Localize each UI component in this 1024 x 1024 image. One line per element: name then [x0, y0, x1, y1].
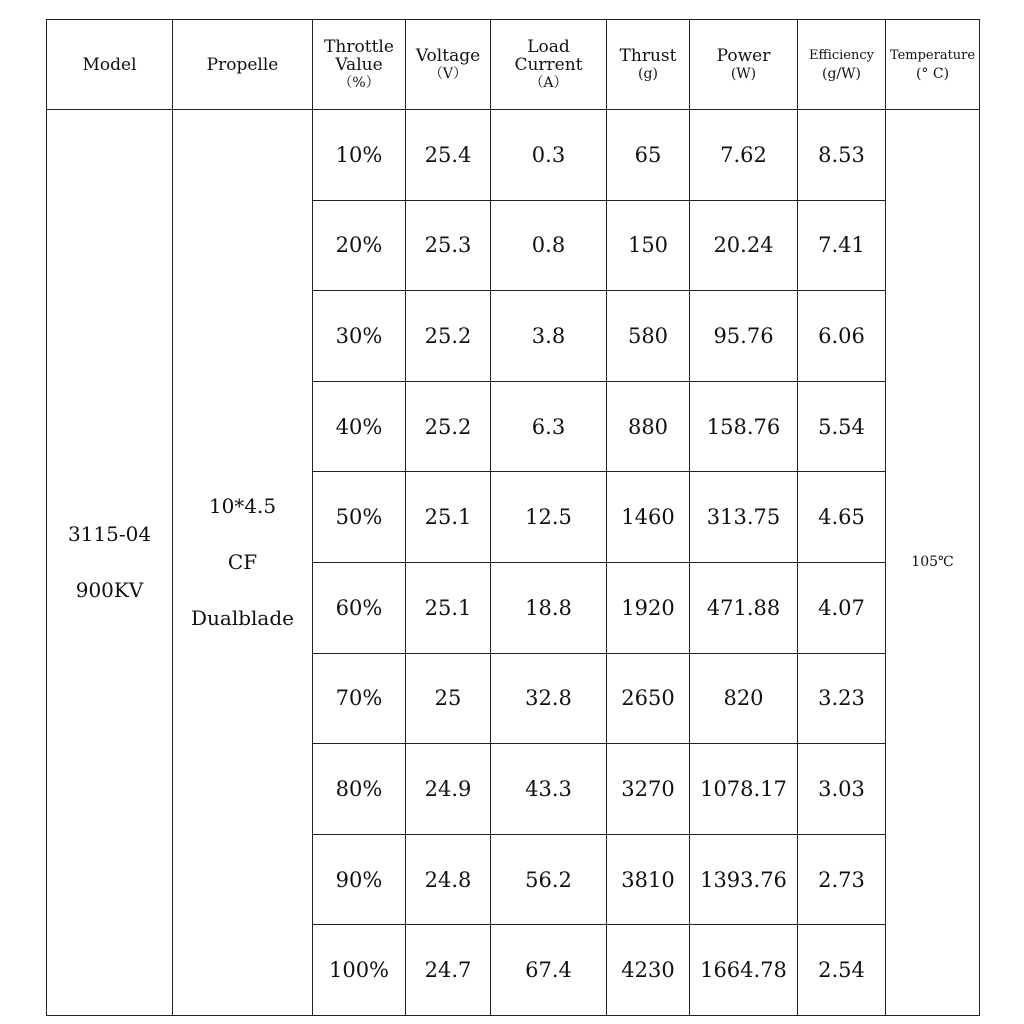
header-propeller [173, 20, 313, 110]
cell-power: 7.62 [690, 110, 798, 201]
cell-throttle: 40% [313, 381, 406, 472]
cell-throttle: 90% [313, 834, 406, 925]
cell-throttle: 20% [313, 200, 406, 291]
cell-efficiency: 3.23 [798, 653, 886, 744]
propeller-line: Dualblade [191, 606, 294, 631]
cell-efficiency: 5.54 [798, 381, 886, 472]
propeller-line: CF [227, 550, 258, 575]
cell-throttle: 80% [313, 744, 406, 835]
header-efficiency-unit: (g/W) [822, 65, 861, 82]
cell-current: 32.8 [491, 653, 607, 744]
header-temperature [886, 20, 980, 110]
header-throttle-unit: （%） [338, 74, 380, 91]
cell-efficiency: 2.54 [798, 925, 886, 1016]
cell-throttle: 100% [313, 925, 406, 1016]
cell-current: 3.8 [491, 291, 607, 382]
cell-efficiency: 7.41 [798, 200, 886, 291]
model-line: 3115-04 [67, 522, 152, 547]
propeller-cell [173, 110, 313, 1016]
cell-current: 18.8 [491, 562, 607, 653]
cell-thrust: 3270 [607, 744, 690, 835]
header-voltage-unit: （V） [428, 65, 468, 82]
header-power-unit: (W) [730, 65, 757, 82]
header-load-current-line2: Current [514, 54, 583, 75]
cell-thrust: 150 [607, 200, 690, 291]
header-load-current-line1: Load [527, 36, 570, 57]
cell-current: 12.5 [491, 472, 607, 563]
header-model-label: Model [82, 54, 137, 75]
cell-power: 95.76 [690, 291, 798, 382]
cell-thrust: 3810 [607, 834, 690, 925]
table-body [47, 110, 980, 1016]
header-temperature-unit: (° C) [915, 65, 950, 82]
cell-efficiency: 6.06 [798, 291, 886, 382]
cell-power: 158.76 [690, 381, 798, 472]
cell-voltage: 25.4 [406, 110, 491, 201]
cell-current: 6.3 [491, 381, 607, 472]
cell-voltage: 25.3 [406, 200, 491, 291]
cell-power: 20.24 [690, 200, 798, 291]
cell-thrust: 2650 [607, 653, 690, 744]
cell-voltage: 25.1 [406, 562, 491, 653]
temperature-cell: 105℃ [886, 110, 980, 1016]
cell-power: 1078.17 [690, 744, 798, 835]
cell-thrust: 65 [607, 110, 690, 201]
motor-test-table [46, 19, 980, 1016]
header-throttle-line2: Value [335, 54, 383, 75]
cell-current: 67.4 [491, 925, 607, 1016]
header-efficiency-line1: Efficiency [808, 47, 874, 63]
cell-throttle: 30% [313, 291, 406, 382]
cell-throttle: 10% [313, 110, 406, 201]
header-load-current [491, 20, 607, 110]
header-row [47, 20, 980, 110]
header-efficiency [798, 20, 886, 110]
cell-efficiency: 2.73 [798, 834, 886, 925]
cell-power: 1393.76 [690, 834, 798, 925]
cell-current: 0.3 [491, 110, 607, 201]
cell-efficiency: 4.65 [798, 472, 886, 563]
cell-thrust: 4230 [607, 925, 690, 1016]
cell-current: 43.3 [491, 744, 607, 835]
cell-thrust: 880 [607, 381, 690, 472]
header-voltage-line1: Voltage [415, 45, 481, 66]
cell-voltage: 25.1 [406, 472, 491, 563]
cell-current: 56.2 [491, 834, 607, 925]
header-load-current-unit: （A） [529, 74, 568, 91]
header-power-line1: Power [716, 45, 771, 66]
cell-throttle: 50% [313, 472, 406, 563]
header-thrust-unit: (g) [638, 65, 658, 82]
cell-throttle: 70% [313, 653, 406, 744]
cell-efficiency: 8.53 [798, 110, 886, 201]
cell-throttle: 60% [313, 562, 406, 653]
header-thrust-line1: Thrust [619, 45, 677, 66]
header-temperature-line1: Temperature [889, 47, 976, 63]
cell-efficiency: 3.03 [798, 744, 886, 835]
cell-voltage: 24.9 [406, 744, 491, 835]
cell-thrust: 580 [607, 291, 690, 382]
model-cell [47, 110, 173, 1016]
cell-voltage: 25 [406, 653, 491, 744]
cell-efficiency: 4.07 [798, 562, 886, 653]
header-model [47, 20, 173, 110]
header-throttle [313, 20, 406, 110]
header-thrust [607, 20, 690, 110]
cell-voltage: 25.2 [406, 291, 491, 382]
table-row [47, 110, 980, 201]
cell-power: 1664.78 [690, 925, 798, 1016]
header-voltage [406, 20, 491, 110]
cell-thrust: 1460 [607, 472, 690, 563]
cell-thrust: 1920 [607, 562, 690, 653]
header-power [690, 20, 798, 110]
cell-voltage: 25.2 [406, 381, 491, 472]
header-throttle-line1: Throttle [324, 36, 394, 57]
cell-power: 471.88 [690, 562, 798, 653]
cell-power: 820 [690, 653, 798, 744]
cell-voltage: 24.8 [406, 834, 491, 925]
header-propeller-label: Propelle [206, 54, 279, 75]
propeller-line: 10*4.5 [208, 494, 277, 519]
cell-current: 0.8 [491, 200, 607, 291]
model-line: 900KV [75, 578, 144, 603]
cell-power: 313.75 [690, 472, 798, 563]
cell-voltage: 24.7 [406, 925, 491, 1016]
